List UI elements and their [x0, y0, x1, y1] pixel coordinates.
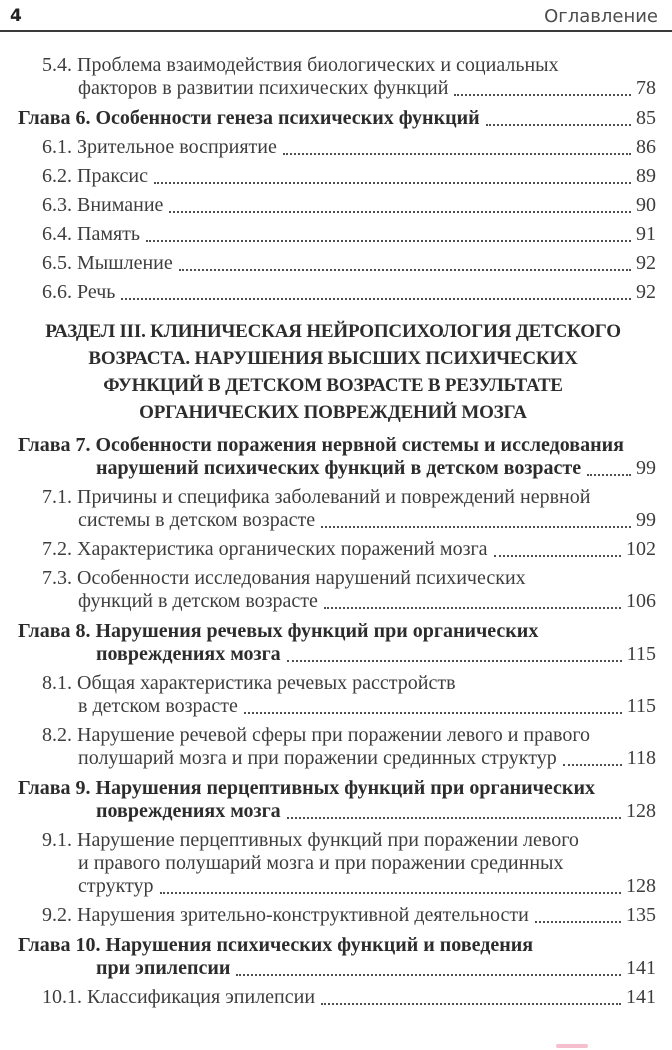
toc-page-number: 99: [636, 457, 656, 479]
toc-page-number: 86: [636, 136, 656, 158]
pink-highlight-mark: [556, 1044, 588, 1048]
toc-entry[interactable]: [0, 567, 656, 613]
dot-leader: [283, 153, 631, 155]
toc-entry-line: Глава 9. Нарушения перцептивных функций при органических: [18, 777, 595, 799]
toc-entry[interactable]: [0, 136, 656, 159]
toc-entry-line: 7.1. Причины и специфика заболеваний и повреждений нервной: [42, 486, 591, 508]
dot-leader: [146, 240, 631, 242]
toc-entry-text: Глава 6. Особенности генеза психических функций: [18, 107, 480, 129]
dot-leader: [494, 555, 621, 557]
toc-entry[interactable]: [0, 252, 656, 275]
dot-leader: [154, 182, 631, 184]
dot-leader: [244, 712, 622, 714]
dot-leader: [160, 892, 621, 894]
toc-entry[interactable]: [0, 904, 656, 927]
dot-leader: [535, 921, 621, 923]
toc-entry-line: 8.1. Общая характеристика речевых расстройств: [42, 672, 456, 694]
toc-entry[interactable]: [0, 538, 656, 561]
toc-page-number: 135: [626, 904, 656, 926]
toc-page-number: 141: [626, 957, 656, 979]
toc-page-number: 128: [626, 875, 656, 897]
header-title: Оглавление: [544, 6, 658, 27]
toc-entry[interactable]: [0, 434, 656, 480]
dot-leader: [236, 974, 621, 976]
toc-entry[interactable]: [0, 620, 656, 666]
toc-entry[interactable]: [0, 165, 656, 188]
section-heading-line: ОРГАНИЧЕСКИХ ПОВРЕЖДЕНИЙ МОЗГА: [139, 402, 527, 423]
toc-entry-text: факторов в развитии психических функций: [78, 77, 449, 99]
section-heading: [8, 318, 658, 426]
toc-entry-text: 6.6. Речь: [42, 281, 116, 303]
toc-entry[interactable]: [0, 829, 656, 898]
toc-entry-text: 6.2. Праксис: [42, 165, 148, 187]
toc-entry-line: Глава 7. Особенности поражения нервной системы и исследования: [18, 434, 624, 456]
toc-entry-text: полушарий мозга и при поражении срединных структур: [78, 747, 557, 769]
toc-entry[interactable]: [0, 223, 656, 246]
toc-entry[interactable]: [0, 724, 656, 770]
dot-leader: [321, 1003, 621, 1005]
toc-page-number: 106: [626, 590, 656, 612]
page-number: 4: [10, 6, 22, 26]
toc-entry[interactable]: [0, 934, 656, 980]
toc-entry-text: структур: [78, 875, 154, 897]
table-of-contents: [0, 32, 672, 1009]
page-header: [0, 0, 672, 32]
toc-entry[interactable]: [0, 194, 656, 217]
toc-entry-text: 6.5. Мышление: [42, 252, 173, 274]
toc-entry-line: 8.2. Нарушение речевой сферы при поражении левого и правого: [42, 724, 591, 746]
toc-entry-text: при эпилепсии: [96, 957, 231, 979]
toc-entry-line: и правого полушарий мозга и при поражении срединных: [78, 852, 564, 874]
toc-page-number: 128: [626, 800, 656, 822]
toc-entry-text: 7.2. Характеристика органических поражений мозга: [42, 538, 488, 560]
toc-page-number: 78: [636, 77, 656, 99]
toc-entry-text: системы в детском возрасте: [78, 509, 316, 531]
dot-leader: [169, 211, 631, 213]
toc-entry[interactable]: [0, 54, 656, 100]
toc-entry-text: в детском возрасте: [78, 695, 238, 717]
toc-page-number: 90: [636, 194, 656, 216]
toc-page-number: 118: [626, 747, 656, 769]
dot-leader: [287, 660, 622, 662]
toc-entry-line: Глава 8. Нарушения речевых функций при органических: [18, 620, 539, 642]
toc-entry-text: 6.4. Память: [42, 223, 141, 245]
toc-entry-text: 6.1. Зрительное восприятие: [42, 136, 277, 158]
toc-entry-line: 7.3. Особенности исследования нарушений психических: [42, 567, 526, 589]
section-heading-line: РАЗДЕЛ III. КЛИНИЧЕСКАЯ НЕЙРОПСИХОЛОГИЯ ДЕТСКОГО: [45, 321, 621, 342]
dot-leader: [454, 94, 631, 96]
toc-entry[interactable]: [0, 672, 656, 718]
dot-leader: [121, 298, 631, 300]
dot-leader: [587, 474, 631, 476]
section-heading-line: ФУНКЦИЙ В ДЕТСКОМ ВОЗРАСТЕ В РЕЗУЛЬТАТЕ: [103, 375, 563, 396]
toc-entry-text: 10.1. Классификация эпилепсии: [42, 986, 316, 1008]
toc-entry[interactable]: [0, 777, 656, 823]
toc-entry-line: Глава 10. Нарушения психических функций и поведения: [18, 934, 534, 956]
toc-page-number: 115: [626, 643, 656, 665]
toc-entry-text: 6.3. Внимание: [42, 194, 164, 216]
dot-leader: [179, 269, 631, 271]
toc-entry-text: повреждениях мозга: [96, 643, 281, 665]
dot-leader: [486, 124, 631, 126]
dot-leader: [563, 764, 622, 766]
toc-page-number: 92: [636, 281, 656, 303]
section-heading-line: ВОЗРАСТА. НАРУШЕНИЯ ВЫСШИХ ПСИХИЧЕСКИХ: [88, 348, 578, 369]
toc-page-number: 102: [626, 538, 656, 560]
toc-entry[interactable]: [0, 486, 656, 532]
toc-page-number: 91: [636, 223, 656, 245]
toc-entry-text: функций в детском возрасте: [78, 590, 318, 612]
toc-page-number: 115: [626, 695, 656, 717]
toc-page-number: 89: [636, 165, 656, 187]
toc-entry[interactable]: [0, 281, 656, 304]
toc-page-number: 141: [626, 986, 656, 1008]
toc-entry-text: 9.2. Нарушения зрительно-конструктивной деятельности: [42, 904, 529, 926]
toc-page-number: 92: [636, 252, 656, 274]
dot-leader: [321, 526, 631, 528]
toc-entry-line: 5.4. Проблема взаимодействия биологических и социальных: [42, 54, 559, 76]
toc-entry-text: нарушений психических функций в детском возрасте: [96, 457, 582, 479]
toc-page-number: 99: [636, 509, 656, 531]
toc-entry-line: 9.1. Нарушение перцептивных функций при поражении левого: [42, 829, 579, 851]
dot-leader: [324, 607, 621, 609]
toc-entry-text: повреждениях мозга: [96, 800, 281, 822]
toc-entry[interactable]: [0, 107, 656, 130]
dot-leader: [287, 817, 621, 819]
toc-page-number: 85: [636, 107, 656, 129]
toc-entry[interactable]: [0, 986, 656, 1009]
